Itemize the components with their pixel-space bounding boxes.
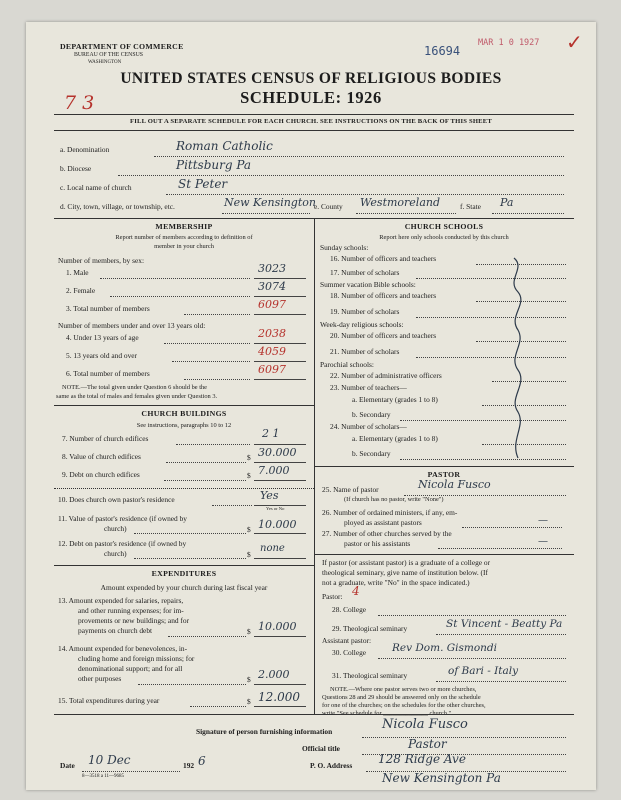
form-title: UNITED STATES CENSUS OF RELIGIOUS BODIES	[120, 70, 502, 87]
q27-line-1: 27. Number of other churches served by the	[322, 529, 452, 538]
diocese-line	[118, 175, 564, 176]
q11-value: 10.000	[258, 518, 297, 531]
census-schedule-sheet	[26, 22, 596, 790]
q2-label: 2. Female	[66, 286, 96, 295]
q14-value: 2.000	[258, 668, 290, 681]
sunday-schools-label: Sunday schools:	[320, 243, 369, 252]
pastor-note-3: for one of the churches; on the schedules for the other churches,	[322, 702, 486, 709]
denomination-value: Roman Catholic	[176, 139, 273, 153]
q15-dollar: $	[247, 697, 251, 706]
q11-answer-line	[254, 533, 306, 534]
q8-dollar: $	[247, 453, 251, 462]
q3-answer-line	[254, 314, 306, 315]
department-name: DEPARTMENT OF COMMERCE	[60, 42, 184, 51]
q4-label: 4. Under 13 years of age	[66, 333, 139, 342]
q1-line	[100, 278, 250, 279]
pastor-heading: PASTOR	[427, 470, 461, 479]
q14-dollar: $	[247, 675, 251, 684]
schools-intro: Report here only schools conducted by this church	[379, 234, 509, 241]
q26-line-1: 26. Number of ordained ministers, if any, em-	[322, 508, 458, 517]
q3-value: 6097	[258, 298, 286, 311]
q21-line	[416, 357, 566, 358]
q19-label: 19. Number of scholars	[330, 307, 400, 316]
graduate-line-3: not a graduate, write "No" in the space indicated.)	[322, 578, 470, 587]
q10-value: Yes	[260, 489, 279, 502]
q28-line	[378, 615, 566, 616]
q15-label: 15. Total expenditures during year	[58, 696, 160, 705]
q21-label: 21. Number of scholars	[330, 347, 400, 356]
check-mark: ✓	[566, 30, 583, 54]
graduate-line-2: theological seminary, give name of institution below. (If	[322, 568, 488, 577]
state-label: f. State	[460, 202, 481, 211]
q12-answer-line	[254, 558, 306, 559]
q14-line-2: cluding home and foreign missions; for	[78, 654, 195, 663]
q13-line-4: payments on church debt	[78, 626, 153, 635]
q5-label: 5. 13 years old and over	[66, 351, 138, 360]
q29-line	[436, 634, 566, 635]
q13-answer-line	[254, 636, 306, 637]
q12-label-1: 12. Debt on pastor's residence (if owned by	[58, 539, 187, 548]
q5-value: 4059	[258, 345, 286, 358]
pastor-note-2: Questions 28 and 29 should be answered only on the schedule	[322, 694, 481, 701]
q26-line	[462, 527, 562, 528]
q24-label: 24. Number of scholars—	[330, 422, 407, 431]
q11-label-2: church)	[104, 524, 127, 533]
q14-answer-line	[254, 684, 306, 685]
members-by-sex-label: Number of members, by sex:	[58, 256, 144, 265]
city-name: WASHINGTON	[88, 60, 122, 65]
buildings-rule	[54, 405, 314, 406]
membership-intro-2: member in your church	[154, 243, 214, 250]
q13-line	[168, 636, 246, 637]
membership-intro-1: Report number of members according to definition of	[115, 234, 253, 241]
date-line	[82, 771, 180, 772]
q9-value: 7.000	[258, 464, 290, 477]
q12-line	[134, 558, 246, 559]
year-value: 6	[198, 754, 206, 768]
q6-answer-line	[254, 379, 306, 380]
q15-answer-line	[254, 706, 306, 707]
schedule-title: SCHEDULE: 1926	[240, 88, 382, 107]
buildings-heading: CHURCH BUILDINGS	[141, 409, 227, 418]
expenditures-rule	[54, 565, 314, 566]
q14-line-1: 14. Amount expended for benevolences, in-	[58, 644, 188, 653]
q28-label: 28. College	[332, 605, 367, 614]
signature-value: Nicola Fusco	[382, 717, 468, 732]
q24b-label: b. Secondary	[352, 449, 391, 458]
q18-label: 18. Number of officers and teachers	[330, 291, 437, 300]
q22-label: 22. Number of administrative officers	[330, 371, 442, 380]
q23b-line	[400, 420, 566, 421]
page-number-handwritten: 7 3	[64, 92, 95, 114]
q7-answer-line	[254, 444, 306, 445]
header-rule-bottom	[54, 130, 574, 131]
state-value: Pa	[500, 196, 514, 209]
q9-line	[164, 480, 246, 481]
q8-label: 8. Value of church edifices	[62, 452, 141, 461]
q26-line-2: ployed as assistant pastors	[344, 518, 422, 527]
q13-line-3: provements or new buildings; and for	[78, 616, 190, 625]
q4-line	[164, 343, 250, 344]
local-church-name-value: St Peter	[178, 177, 228, 191]
q9-dollar: $	[247, 471, 251, 480]
po-address-value-2: New Kensington Pa	[382, 771, 501, 785]
q1-answer-line	[254, 278, 306, 279]
members-by-age-label: Number of members under and over 13 years old:	[58, 321, 206, 330]
po-address-value: 128 Ridge Ave	[378, 752, 466, 766]
q5-answer-line	[254, 361, 306, 362]
bureau-name: BUREAU OF THE CENSUS	[74, 52, 143, 58]
diocese-value: Pittsburg Pa	[176, 158, 252, 172]
q27-value: —	[538, 536, 548, 547]
weekday-schools-label: Week-day religious schools:	[320, 320, 404, 329]
q7-label: 7. Number of church edifices	[62, 434, 149, 443]
schools-dash-mark	[504, 254, 534, 464]
date-label: Date	[60, 761, 75, 770]
date-received-stamp: MAR 1 0 1927	[478, 38, 540, 48]
q12-label-2: church)	[104, 549, 127, 558]
q27-line-2: pastor or his assistants	[344, 539, 411, 548]
pastor-note-4: write "See schedule for ______________ church."	[322, 710, 452, 717]
county-label: e. County	[314, 202, 343, 211]
q24b-line	[400, 459, 566, 460]
signature-line	[362, 737, 566, 738]
q4-value: 2038	[258, 327, 286, 340]
q9-answer-line	[254, 480, 306, 481]
q17-line	[416, 278, 566, 279]
form-code: 8—3518 a 11—9685	[82, 774, 125, 779]
q3-label: 3. Total number of members	[66, 304, 150, 313]
q13-line-2: and other running expenses; for im-	[78, 606, 184, 615]
q2-value: 3074	[258, 280, 286, 293]
q12-dollar: $	[247, 550, 251, 559]
q13-dollar: $	[247, 627, 251, 636]
denomination-line	[154, 156, 564, 157]
date-value: 10 Dec	[88, 753, 131, 767]
expenditures-intro: Amount expended by your church during last fiscal year	[100, 583, 268, 592]
q12-value: none	[260, 543, 285, 554]
q1-label: 1. Male	[66, 268, 89, 277]
assistant-pastor-label: Assistant pastor:	[322, 636, 372, 645]
membership-note-1: NOTE.—The total given under Question 6 should be the	[62, 384, 208, 391]
q8-line	[166, 462, 246, 463]
q9-label: 9. Debt on church edifices	[62, 470, 140, 479]
q3-line	[184, 314, 250, 315]
graduate-line-1: If pastor (or assistant pastor) is a graduate of a college or	[322, 558, 491, 567]
q10-line	[212, 505, 252, 506]
q30-line	[378, 658, 566, 659]
q29-label: 29. Theological seminary	[332, 624, 408, 633]
q14-line-3: denominational support; and for all	[78, 664, 183, 673]
q16-label: 16. Number of officers and teachers	[330, 254, 437, 263]
q15-line	[190, 706, 246, 707]
q30-label: 30. College	[332, 648, 367, 657]
denomination-label: a. Denomination	[60, 145, 110, 154]
q6-value: 6097	[258, 363, 286, 376]
q29-value: St Vincent - Beatty Pa	[446, 618, 563, 630]
q23b-label: b. Secondary	[352, 410, 391, 419]
q25-label: 25. Name of pastor	[322, 485, 379, 494]
city-line	[222, 213, 310, 214]
q13-value: 10.000	[258, 620, 297, 633]
q14-line-4: other purposes	[78, 674, 122, 683]
county-line	[356, 213, 456, 214]
q6-label: 6. Total number of members	[66, 369, 150, 378]
year-prefix: 192	[183, 761, 195, 770]
pastor-mark: 4	[352, 584, 360, 598]
buildings-intro: See instructions, paragraphs 10 to 12	[136, 422, 232, 429]
official-title-label: Official title	[302, 744, 340, 753]
vacation-schools-label: Summer vacation Bible schools:	[320, 280, 416, 289]
pastor-note-1: NOTE.—Where one pastor serves two or more churches,	[330, 686, 477, 693]
q11-line	[134, 533, 246, 534]
signature-label: Signature of person furnishing information	[196, 727, 333, 736]
q30-value: Rev Dom. Gismondi	[392, 642, 498, 654]
local-church-name-label: c. Local name of church	[60, 183, 132, 192]
q31-line	[436, 681, 566, 682]
q23-label: 23. Number of teachers—	[330, 383, 407, 392]
q13-line-1: 13. Amount expended for salaries, repairs,	[58, 596, 184, 605]
q10-label: 10. Does church own pastor's residence	[58, 495, 175, 504]
q2-line	[110, 296, 250, 297]
schools-heading: CHURCH SCHOOLS	[404, 222, 484, 231]
q14-line	[138, 684, 246, 685]
q5-line	[172, 361, 250, 362]
q31-label: 31. Theological seminary	[332, 671, 408, 680]
local-church-name-line	[166, 194, 564, 195]
grid-bottom-rule	[54, 714, 574, 715]
instructions-line: FILL OUT A SEPARATE SCHEDULE FOR EACH CHURCH. SEE INSTRUCTIONS ON THE BACK OF THIS SHEET	[130, 118, 492, 125]
expenditures-heading: EXPENDITURES	[151, 569, 217, 578]
header-rule-top	[54, 114, 574, 115]
q27-line	[438, 548, 562, 549]
city-label: d. City, town, village, or township, etc.	[60, 202, 175, 211]
q8-value: 30.000	[258, 446, 297, 459]
q8-answer-line	[254, 462, 306, 463]
parochial-schools-label: Parochial schools:	[320, 360, 374, 369]
q1-value: 3023	[258, 262, 286, 275]
q19-line	[416, 317, 566, 318]
state-line	[492, 213, 564, 214]
q7-value: 2 1	[262, 427, 280, 440]
q7-line	[176, 444, 250, 445]
pastor-rule	[314, 466, 574, 467]
diocese-label: b. Diocese	[60, 164, 92, 173]
q6-line	[184, 379, 250, 380]
q11-label-1: 11. Value of pastor's residence (if owned by	[58, 514, 187, 523]
q25-value: Nicola Fusco	[418, 478, 491, 491]
q11-dollar: $	[247, 525, 251, 534]
po-address-label: P. O. Address	[310, 761, 353, 770]
official-title-value: Pastor	[408, 737, 447, 751]
q24a-label: a. Elementary (grades 1 to 8)	[352, 434, 438, 443]
pastor-sublabel: Pastor:	[322, 592, 343, 601]
graduate-rule	[314, 554, 574, 555]
q23a-label: a. Elementary (grades 1 to 8)	[352, 395, 438, 404]
q2-answer-line	[254, 296, 306, 297]
membership-heading: MEMBERSHIP	[155, 222, 213, 231]
receipt-number-stamp: 16694	[424, 44, 461, 58]
membership-note-2: same as the total of males and females given under Question 3.	[56, 393, 218, 400]
q26-value: —	[538, 515, 548, 526]
city-value: New Kensington	[224, 196, 316, 209]
county-value: Westmoreland	[360, 196, 441, 209]
q25-hint: (If church has no pastor, write "None")	[344, 496, 444, 503]
q31-value: of Bari - Italy	[448, 665, 519, 677]
q20-label: 20. Number of officers and teachers	[330, 331, 437, 340]
q10-hint: Yes or No	[266, 506, 285, 511]
q15-value: 12.000	[258, 690, 300, 704]
q17-label: 17. Number of scholars	[330, 268, 400, 277]
q4-answer-line	[254, 343, 306, 344]
